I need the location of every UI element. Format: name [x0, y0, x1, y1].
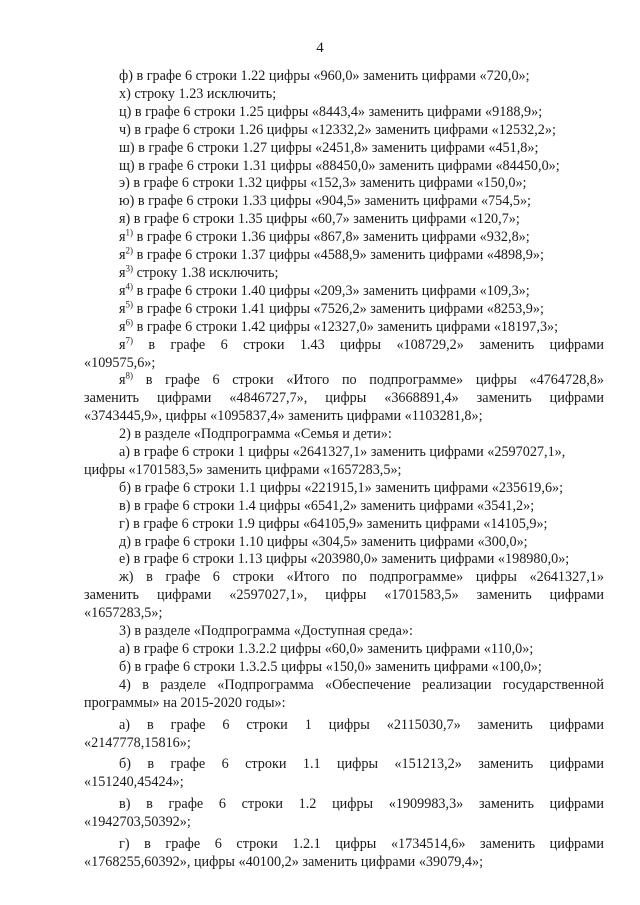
- text-line: а) в графе 6 строки 1 цифры «2641327,1» заменить цифрами «2597027,1»,: [119, 444, 566, 461]
- line-text: в графе 6 строки «Итого по подпрограмме» цифры «4764728,8»: [133, 372, 604, 389]
- text-line: [84, 283, 604, 301]
- text-line: «1657283,5»;: [84, 605, 163, 622]
- text-line: ю) в графе 6 строки 1.33 цифры «904,5» заменить цифрами «754,5»;: [119, 193, 531, 210]
- text-line: «1942703,50392»;: [84, 814, 191, 831]
- list-letter: я: [119, 372, 126, 389]
- text-line: б) в графе 6 строки 1.1 цифры «221915,1» заменить цифрами «235619,6»;: [119, 479, 564, 496]
- superscript: 3): [125, 263, 134, 274]
- line-text: в графе 6 строки 1.43 цифры «108729,2» заменить цифрами: [133, 336, 604, 353]
- text-line: [84, 372, 604, 390]
- text-line: программы» на 2015-2020 годы»:: [84, 694, 286, 711]
- text-line: б) в графе 6 строки 1.1 цифры «151213,2» заменить цифрами: [119, 756, 604, 773]
- superscript: 8): [125, 370, 134, 381]
- superscript: 1): [125, 227, 134, 238]
- text-line: е) в графе 6 строки 1.13 цифры «203980,0» заменить цифрами «198980,0»;: [119, 551, 570, 568]
- text-line: б) в графе 6 строки 1.3.2.5 цифры «150,0» заменить цифрами «100,0»;: [119, 658, 542, 675]
- text-line: ч) в графе 6 строки 1.26 цифры «12332,2» заменить цифрами «12532,2»;: [119, 121, 556, 138]
- text-line: г) в графе 6 строки 1.2.1 цифры «1734514,6» заменить цифрами: [119, 836, 604, 853]
- line-text: в графе 6 строки 1.41 цифры «7526,2» заменить цифрами «8253,9»;: [133, 300, 544, 317]
- text-line: заменить цифрами «2597027,1», цифры «1701583,5» заменить цифрами: [84, 587, 604, 604]
- list-letter: я: [119, 282, 126, 299]
- section-heading: 3) в разделе «Подпрограмма «Доступная среда»:: [119, 623, 413, 640]
- document-body: [84, 68, 604, 872]
- page-number: 4: [316, 40, 324, 56]
- text-line: «109575,6»;: [84, 354, 156, 371]
- text-line: э) в графе 6 строки 1.32 цифры «152,3» заменить цифрами «150,0»;: [119, 175, 527, 192]
- list-letter: я: [119, 229, 126, 246]
- line-text: в графе 6 строки 1.36 цифры «867,8» заменить цифрами «932,8»;: [133, 229, 530, 246]
- text-line: я) в графе 6 строки 1.35 цифры «60,7» заменить цифрами «120,7»;: [119, 211, 520, 228]
- text-line: в) в графе 6 строки 1.4 цифры «6541,2» заменить цифрами «3541,2»;: [119, 497, 535, 514]
- superscript: 6): [125, 316, 134, 327]
- text-line: ж) в графе 6 строки «Итого по подпрограмме» цифры «2641327,1»: [119, 569, 604, 586]
- superscript: 4): [125, 281, 134, 292]
- text-line: «2147778,15816»;: [84, 734, 191, 751]
- text-line: «3743445,9», цифры «1095837,4» заменить цифрами «1103281,8»;: [84, 408, 483, 425]
- superscript: 5): [125, 299, 134, 310]
- line-text: в графе 6 строки 1.37 цифры «4588,9» заменить цифрами «4898,9»;: [133, 247, 544, 264]
- list-letter: я: [119, 247, 126, 264]
- text-line: ц) в графе 6 строки 1.25 цифры «8443,4» заменить цифрами «9188,9»;: [119, 103, 543, 120]
- list-letter: я: [119, 264, 126, 281]
- section-heading: 2) в разделе «Подпрограмма «Семья и дети»:: [119, 426, 392, 443]
- text-line: г) в графе 6 строки 1.9 цифры «64105,9» заменить цифрами «14105,9»;: [119, 515, 548, 532]
- text-line: [84, 229, 604, 247]
- text-line: цифры «1701583,5» заменить цифрами «1657283,5»;: [84, 461, 402, 478]
- text-line: заменить цифрами «4846727,7», цифры «3668891,4» заменить цифрами: [84, 390, 604, 407]
- line-text: в графе 6 строки 1.42 цифры «12327,0» заменить цифрами «18197,3»;: [133, 318, 559, 335]
- text-line: [84, 334, 604, 355]
- line-text: в графе 6 строки 1.40 цифры «209,3» заменить цифрами «109,3»;: [133, 282, 530, 299]
- superscript: 7): [125, 334, 134, 345]
- text-line: щ) в графе 6 строки 1.31 цифры «88450,0» заменить цифрами «84450,0»;: [119, 157, 560, 174]
- text-line: «1768255,60392», цифры «40100,2» заменить цифрами «39079,4»;: [84, 853, 484, 870]
- text-line: [84, 247, 604, 265]
- text-line: [84, 265, 604, 283]
- superscript: 2): [125, 245, 134, 256]
- text-line: д) в графе 6 строки 1.10 цифры «304,5» заменить цифрами «300,0»;: [119, 533, 528, 550]
- list-letter: я: [119, 300, 126, 317]
- text-line: в) в графе 6 строки 1.2 цифры «1909983,3» заменить цифрами: [119, 796, 604, 813]
- line-text: строку 1.38 исключить;: [133, 264, 279, 281]
- text-line: ф) в графе 6 строки 1.22 цифры «960,0» заменить цифрами «720,0»;: [119, 68, 530, 84]
- text-line: «151240,45424»;: [84, 774, 184, 791]
- text-line: х) строку 1.23 исключить;: [119, 85, 277, 102]
- text-line: а) в графе 6 строки 1.3.2.2 цифры «60,0» заменить цифрами «110,0»;: [119, 641, 534, 657]
- list-letter: я: [119, 336, 126, 353]
- text-line: [84, 301, 604, 319]
- list-letter: я: [119, 318, 126, 335]
- section-heading: 4) в разделе «Подпрограмма «Обеспечение реализации государственной: [119, 676, 604, 693]
- text-line: [84, 316, 604, 337]
- text-line: ш) в графе 6 строки 1.27 цифры «2451,8» заменить цифрами «451,8»;: [119, 139, 539, 156]
- text-line: а) в графе 6 строки 1 цифры «2115030,7» заменить цифрами: [119, 716, 604, 733]
